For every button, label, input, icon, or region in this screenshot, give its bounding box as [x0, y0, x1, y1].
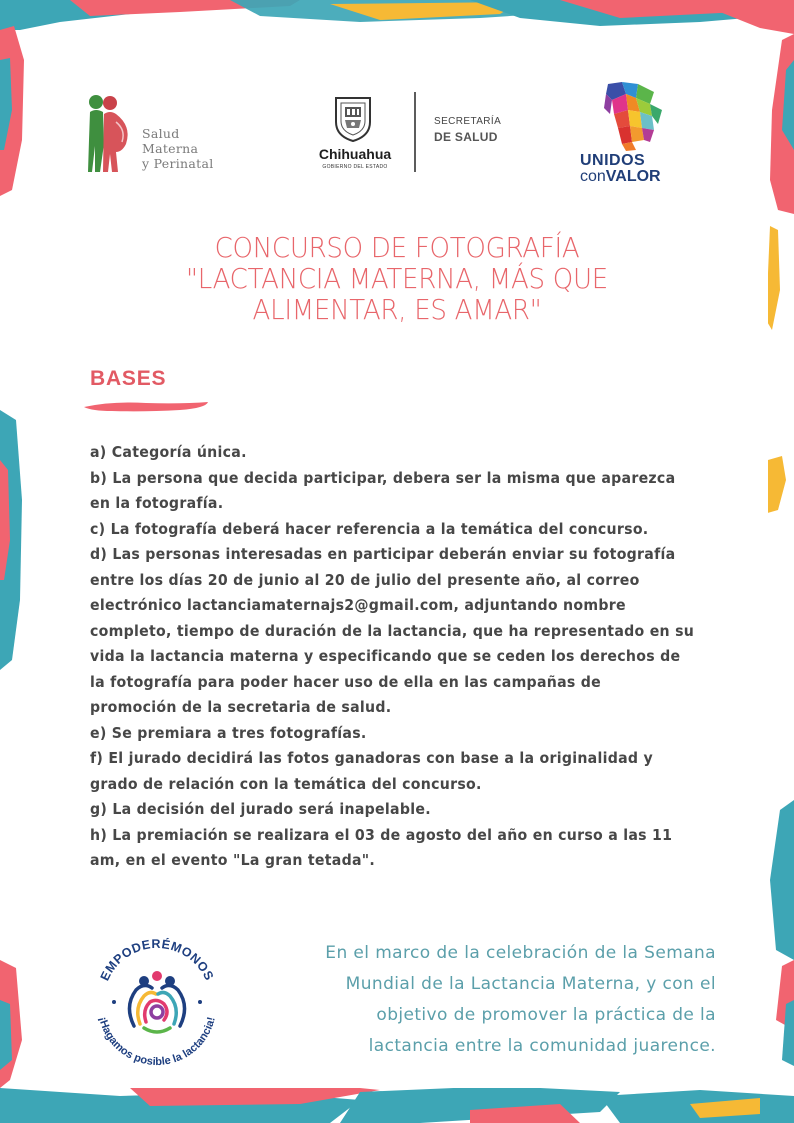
con-valor-word: conVALOR — [580, 168, 661, 185]
rule-line: h) La premiación se realizara el 03 de agosto del año en curso a las 11 — [90, 825, 673, 844]
rule-line: promoción de la secretaria de salud. — [90, 698, 392, 716]
rule-line: c) La fotografía deberá hacer referencia a la temática del concurso. — [90, 519, 649, 538]
footer-line: objetivo de promover la práctica de la — [376, 1005, 716, 1025]
bases-heading: BASES — [90, 367, 167, 390]
pregnant-couple-icon — [86, 92, 138, 174]
footer-paragraph — [270, 938, 716, 1062]
state-map-icon — [602, 80, 666, 152]
unidos-word: UNIDOS — [580, 152, 646, 169]
footer-line: En el marco de la celebración de la Semana — [325, 943, 716, 963]
breastfeeding-family-icon — [129, 985, 184, 1032]
footer-line: Mundial de la Lactancia Materna, y con el — [345, 974, 716, 994]
rule-line: en la fotografía. — [90, 494, 224, 512]
title-line: CONCURSO DE FOTOGRAFÍA — [214, 231, 580, 264]
rule-line: f) El jurado decidirá las fotos ganadoras con base a la originalidad y — [90, 749, 653, 767]
rule-line: d) Las personas interesadas en participar deberán enviar su fotografía — [90, 545, 676, 563]
rule-line: a) Categoría única. — [90, 443, 247, 461]
empoderemonos-seal — [84, 926, 230, 1072]
chihuahua-name: Chihuahua — [318, 146, 392, 162]
title-line: "LACTANCIA MATERNA, MÁS QUE — [186, 262, 608, 295]
rule-line: electrónico lactanciamaternajs2@gmail.com, adjuntando nombre — [90, 596, 626, 614]
title-line: ALIMENTAR, ES AMAR" — [252, 293, 542, 326]
chihuahua-subtitle: GOBIERNO DEL ESTADO — [322, 164, 388, 170]
state-crest-icon — [332, 96, 374, 142]
footer-line: lactancia entre la comunidad juarence. — [368, 1036, 716, 1056]
rule-line: grado de relación con la temática del concurso. — [90, 774, 482, 793]
logo-divider — [414, 92, 416, 172]
rule-line: completo, tiempo de duración de la lactancia, que ha representado en su — [90, 621, 695, 640]
rule-line: b) La persona que decida participar, debera ser la misma que aparezca — [90, 468, 676, 487]
rule-line: la fotografía para poder hacer uso de ella en las campañas de — [90, 672, 602, 691]
unidos-con-valor-logo — [574, 80, 694, 190]
secretaria-label: SECRETARÍA — [434, 116, 502, 127]
seal-top-text: EMPODERÉMONOS — [97, 936, 217, 983]
svg-text:¡Hagamos posible la lactancia! — [96, 1016, 217, 1068]
rule-line: e) Se premiara a tres fotografías. — [90, 723, 367, 742]
salud-materna-wordmark: Salud Materna y Perinatal — [142, 126, 214, 171]
rules-list — [90, 440, 695, 874]
rule-line: entre los días 20 de junio al 20 de julio del presente año, al correo — [90, 570, 640, 589]
seal-bottom-text: ¡Hagamos posible la lactancia! — [96, 1015, 218, 1069]
salud-materna-logo — [86, 92, 246, 178]
chihuahua-gobierno-logo — [306, 92, 526, 176]
rule-line: g) La decisión del jurado será inapelable. — [90, 800, 431, 818]
contest-title — [132, 232, 662, 325]
rule-line: am, en el evento "La gran tetada". — [90, 851, 376, 869]
de-salud-label: DE SALUD — [434, 130, 498, 144]
rule-line: vida la lactancia materna y especificando que se ceden los derechos de — [90, 647, 681, 665]
bases-brush-underline — [82, 398, 210, 414]
